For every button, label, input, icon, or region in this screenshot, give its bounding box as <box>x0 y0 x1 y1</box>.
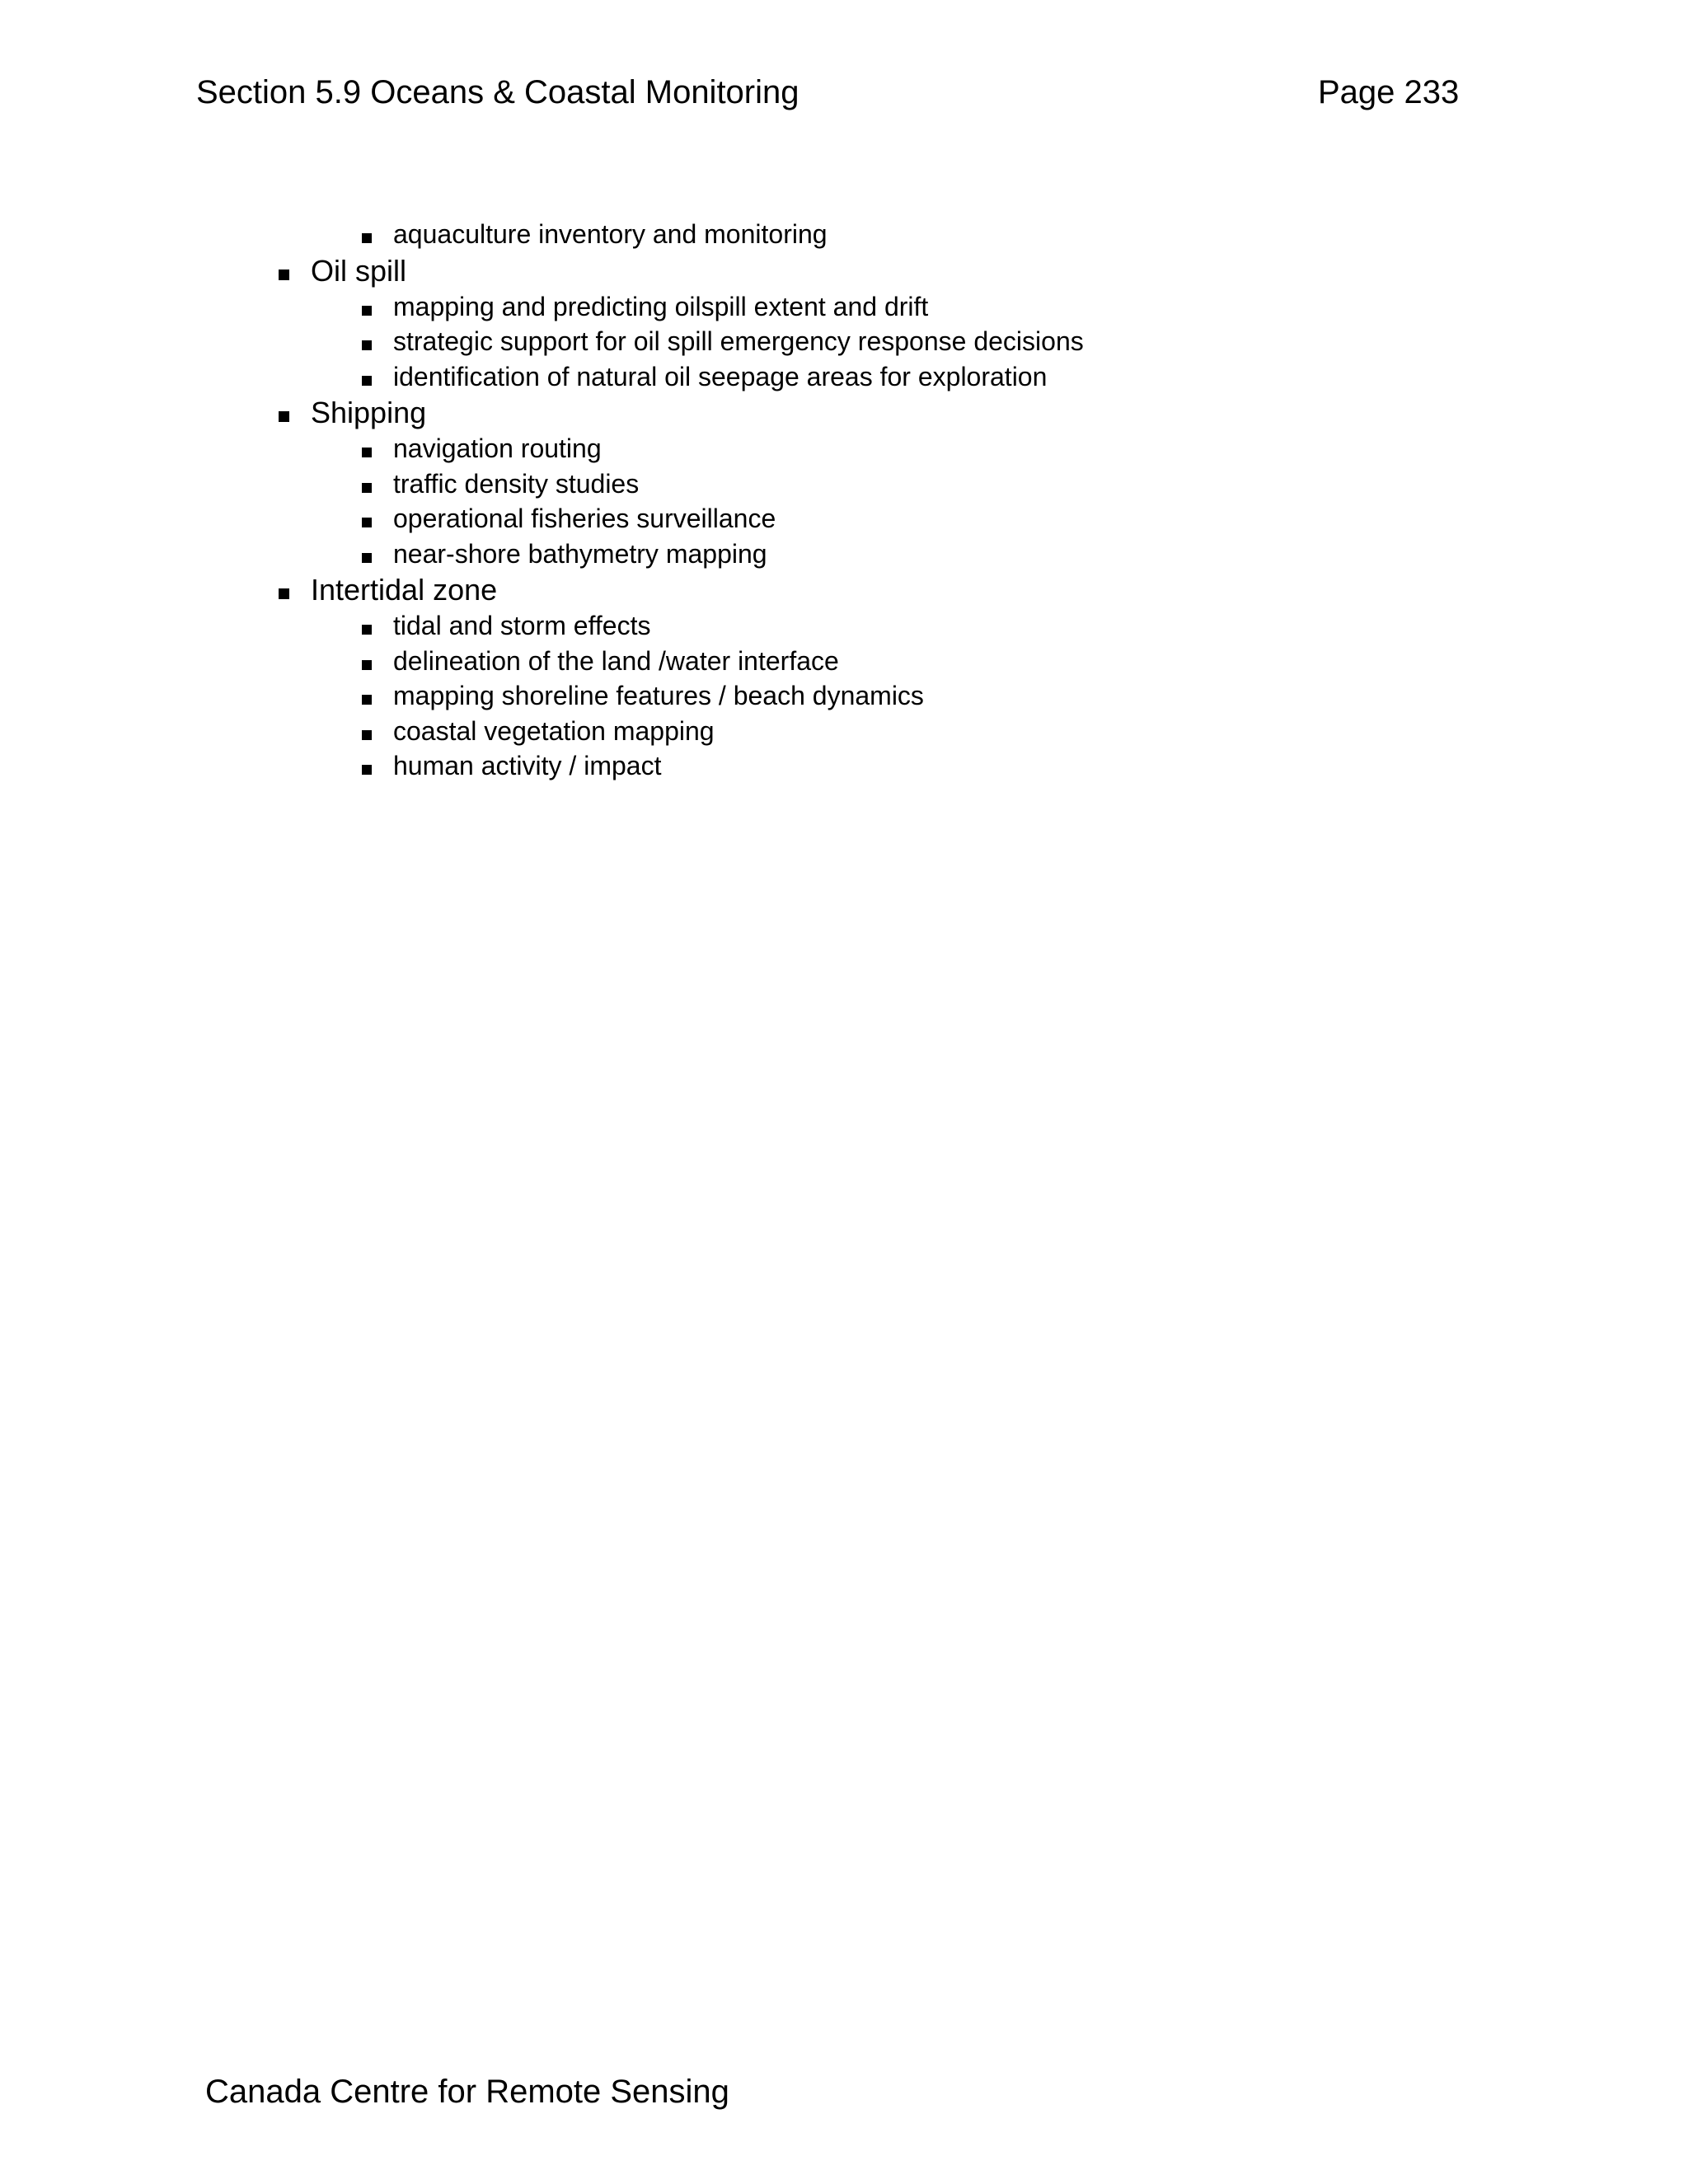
square-bullet-icon <box>362 233 372 243</box>
list-item <box>0 608 1688 644</box>
page-number: Page 233 <box>1318 74 1460 110</box>
list-item-text: traffic density studies <box>393 468 640 499</box>
list-item <box>0 644 1688 679</box>
list-item <box>0 217 1688 252</box>
square-bullet-icon <box>362 483 372 493</box>
footer-text: Canada Centre for Remote Sensing <box>205 2074 729 2110</box>
list-item-text: operational fisheries surveillance <box>393 504 776 533</box>
square-bullet-icon <box>362 518 372 527</box>
list-item <box>0 394 1688 431</box>
list-item-text: mapping and predicting oilspill extent and drift <box>393 291 929 321</box>
list-item <box>0 289 1688 325</box>
list-item-text: Shipping <box>311 396 427 429</box>
bullet-list <box>0 217 1688 784</box>
list-item-text: coastal vegetation mapping <box>393 715 715 746</box>
list-item-text: strategic support for oil spill emergency response decisions <box>393 326 1084 356</box>
square-bullet-icon <box>362 660 372 670</box>
list-item <box>0 571 1688 608</box>
list-item-text: Oil spill <box>311 253 407 288</box>
list-item-text: Intertidal zone <box>311 573 498 607</box>
list-item-text: tidal and storm effects <box>393 611 651 640</box>
square-bullet-icon <box>362 340 372 350</box>
list-item-text: human activity / impact <box>393 751 662 780</box>
list-item <box>0 359 1688 395</box>
list-item-text: aquaculture inventory and monitoring <box>393 219 828 249</box>
square-bullet-icon <box>362 625 372 635</box>
list-item <box>0 324 1688 359</box>
list-item-text: mapping shoreline features / beach dynamics <box>393 681 924 710</box>
list-item <box>0 252 1688 289</box>
list-item <box>0 501 1688 537</box>
square-bullet-icon <box>362 765 372 775</box>
list-item <box>0 537 1688 572</box>
square-bullet-icon <box>362 448 372 457</box>
square-bullet-icon <box>279 411 289 422</box>
list-item-text: identification of natural oil seepage areas for exploration <box>393 361 1048 391</box>
list-item-text: near-shore bathymetry mapping <box>393 538 767 569</box>
list-item <box>0 431 1688 466</box>
list-item <box>0 714 1688 749</box>
square-bullet-icon <box>279 269 289 280</box>
list-item-text: delineation of the land /water interface <box>393 645 839 676</box>
square-bullet-icon <box>362 730 372 740</box>
square-bullet-icon <box>279 588 289 599</box>
section-title: Section 5.9 Oceans & Coastal Monitoring <box>196 74 799 110</box>
square-bullet-icon <box>362 376 372 386</box>
square-bullet-icon <box>362 553 372 563</box>
list-item <box>0 678 1688 714</box>
list-item <box>0 466 1688 502</box>
square-bullet-icon <box>362 695 372 705</box>
square-bullet-icon <box>362 306 372 316</box>
list-item-text: navigation routing <box>393 434 602 463</box>
list-item <box>0 748 1688 784</box>
